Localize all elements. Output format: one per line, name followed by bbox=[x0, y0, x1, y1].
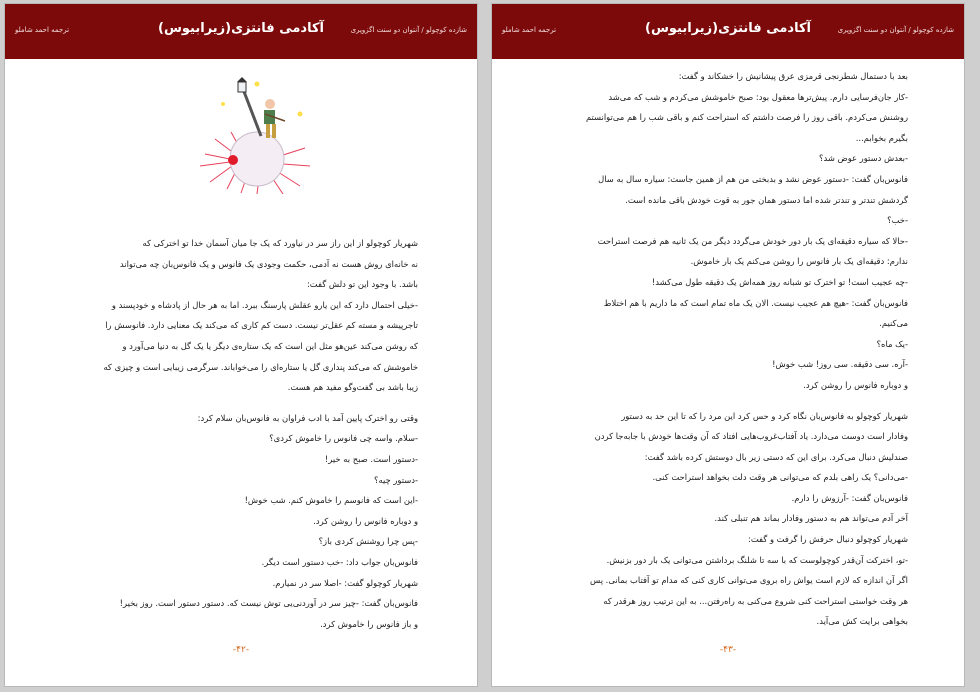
text-line: وقتی رو اخترک پایین آمد با ادب فراوان به فانوس‌بان سلام کرد: bbox=[197, 412, 418, 423]
text-line: و باز فانوس را خاموش کرد. bbox=[320, 618, 418, 629]
text-line: بعد با دستمال شطرنجی قرمزی عرق پیشانیش را خشکاند و گفت: bbox=[678, 71, 908, 81]
text-line: گردشش تندتر و تندتر شده اما دستور همان جور به قوت خودش باقی مانده است. bbox=[625, 194, 908, 205]
page-header bbox=[492, 4, 964, 59]
paragraph-gap bbox=[46, 398, 418, 408]
page-header bbox=[5, 4, 477, 59]
text-line: ندارم: دقیقه‌ای یک بار فانوس را روشن می‌کنم یک بار خاموش. bbox=[690, 256, 908, 267]
text-line: هر وقت خواستی استراحت کنی شروع می‌کنی به راه‌رفتن... به این ترتیب روز هرقدر که bbox=[603, 595, 908, 606]
header-series: شازده کوچولو / آنتوان دو سنت اگزوپری bbox=[837, 26, 954, 34]
text-line: زیبا باشد بی گفت‌وگو مفید هم هست. bbox=[287, 382, 418, 393]
text-line: و دوباره فانوس را روشن کرد. bbox=[313, 515, 418, 526]
text-line: فانوس‌بان گفت: -چیز سر در آوردنی‌یی توش نیست که. دستور دستور است. روز بخیر! bbox=[119, 598, 418, 609]
text-line: -این است که فانوسم را خاموش کنم. شب خوش! bbox=[244, 495, 418, 506]
text-line: آخر آدم می‌تواند هم به دستور وفادار بماند هم تنبلی کند. bbox=[714, 513, 908, 524]
body-text-right bbox=[528, 66, 908, 632]
text-line: فانوس‌بان گفت: -هیچ هم عجیب نیست. الان یک ماه تمام است که ما داریم با هم اختلاط bbox=[603, 297, 908, 308]
text-line: -چه عجیب است! تو اخترک تو شبانه روز همه‌اش یک دقیقه طول می‌کشد! bbox=[651, 276, 908, 287]
text-line: -آره. سی دقیقه. سی روز! شب خوش! bbox=[772, 359, 908, 370]
body-text-left bbox=[46, 233, 418, 634]
page-number: -۴۳- bbox=[719, 645, 737, 655]
text-line: -دستور است. صبح به خیر! bbox=[324, 453, 418, 464]
text-line: -حالا که سیاره دقیقه‌ای یک بار دور خودش می‌گردد دیگر من یک ثانیه هم فرصت استراحت bbox=[597, 235, 908, 246]
text-line: -می‌دانی؟ یک راهی بلدم که می‌توانی هر وقت دلت بخواهد استراحت کنی. bbox=[652, 472, 908, 483]
book-page-right bbox=[491, 3, 965, 687]
paragraph-gap bbox=[528, 396, 908, 406]
text-line: شهریار کوچولو گفت: -اصلا سر در نمیارم. bbox=[272, 577, 418, 588]
header-translator: ترجمه احمد شاملو bbox=[502, 26, 557, 34]
header-translator: ترجمه احمد شاملو bbox=[15, 26, 70, 34]
text-line: فانوس‌بان گفت: -آرزوش را دارم. bbox=[791, 492, 908, 503]
text-line: تاجرپیشه و مسته کم عقل‌تر نیست. دست کم کاری که می‌کند یک معنایی دارد. فانوسش را bbox=[105, 320, 418, 331]
text-line: خاموشش که می‌کند پنداری گل یا ستاره‌ای را می‌خواباند. سرگرمی زیبایی است و چیزی که bbox=[103, 361, 418, 372]
text-line: فانوس‌بان گفت: -دستور عوض نشد و بدبختی من هم از همین جاست: سیاره سال به سال bbox=[598, 173, 908, 184]
text-line: شهریار کوچولو دنبال حرفش را گرفت و گفت: bbox=[748, 534, 908, 545]
text-line: -دستور چیه؟ bbox=[374, 474, 418, 485]
text-line: شهریار کوچولو از این راز سر در نیاورد که یک جا میان آسمان خدا تو اخترکی که bbox=[142, 238, 418, 248]
lamplighter-illustration bbox=[175, 74, 325, 194]
text-line: اگر آن اندازه که لازم است یواش راه بروی می‌توانی کاری کنی که مدام تو آفتاب بمانی. پس bbox=[590, 575, 908, 586]
text-line: -یک ماه؟ bbox=[876, 338, 908, 349]
text-line: -کار جان‌فرسایی دارم. پیش‌ترها معقول بود: صبح خاموشش می‌کردم و شب که می‌شد bbox=[608, 91, 908, 102]
header-series: شازده کوچولو / آنتوان دو سنت اگزوپری bbox=[350, 26, 467, 34]
text-line: بخواهی برایت کش می‌آید. bbox=[816, 616, 908, 627]
text-line: -خب؟ bbox=[887, 215, 908, 226]
header-title: آکادمی فانتزی(زیرابیوس) bbox=[645, 21, 811, 36]
text-line: فانوس‌بان جواب داد: -خب دستور است دیگر. bbox=[261, 556, 418, 567]
text-line: و دوباره فانوس را روشن کرد. bbox=[803, 379, 908, 390]
text-line: -بعدش دستور عوض شد؟ bbox=[819, 153, 908, 164]
text-line: باشد. با وجود این تو دلش گفت: bbox=[306, 279, 418, 290]
text-line: -خیلی احتمال دارد که این یارو عقلش پارسنگ ببرد. اما به هر حال از پادشاه و خودپسند و bbox=[111, 299, 418, 310]
text-line: صندلیش دنبال می‌کرد. برای این که دستی زیر بال دوستش کرده باشد گفت: bbox=[644, 451, 908, 462]
header-title: آکادمی فانتزی(زیرابیوس) bbox=[158, 21, 324, 36]
book-page-left bbox=[4, 3, 478, 687]
text-line: وفادار است دوست می‌دارد. یاد آفتاب‌غروب‌هایی افتاد که آن وقت‌ها خودش با جابه‌جا کردن bbox=[594, 431, 908, 442]
text-line: بگیرم بخوابم... bbox=[855, 132, 908, 143]
text-line: -تو، اخترکت آن‌قدر کوچولوست که با سه تا شلنگ برداشتن می‌توانی یک بار دور بزنیش. bbox=[606, 554, 908, 565]
text-line: می‌کنیم. bbox=[879, 318, 908, 329]
text-line: نه خانه‌ای روش هست نه آدمی، حکمت وجودی یک فانوس و یک فانوس‌بان چه می‌تواند bbox=[119, 258, 418, 269]
text-line: شهریار کوچولو به فانوس‌بان نگاه کرد و حس کرد این مرد را که تا این حد به دستور bbox=[621, 410, 908, 421]
text-line: -سلام. واسه چی فانوس را خاموش کردی؟ bbox=[269, 433, 418, 444]
page-number: -۴۲- bbox=[232, 645, 250, 655]
text-line: روشنش می‌کردم. باقی روز را فرصت داشتم که استراحت کنم و باقی شب را هم می‌توانستم bbox=[585, 112, 908, 123]
text-line: -پس چرا روشنش کردی باز؟ bbox=[318, 536, 418, 547]
text-line: که روشن می‌کند عین‌هو مثل این است که یک ستاره‌ی دیگر یا یک گل به دنیا می‌آورد و bbox=[122, 340, 418, 351]
